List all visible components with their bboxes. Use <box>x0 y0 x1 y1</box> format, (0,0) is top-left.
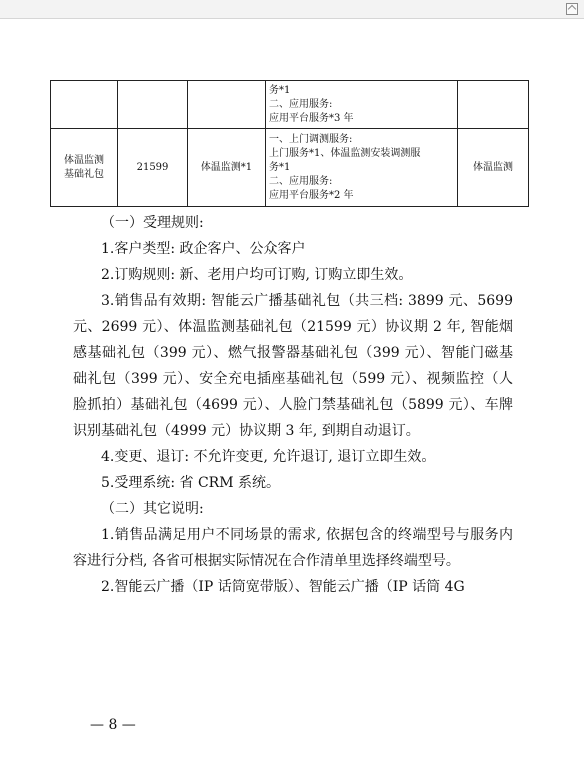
service-line: 务*1 <box>269 161 291 173</box>
product-name-line: 体温监测 <box>64 154 104 166</box>
note-broadcast: 2.智能云广播（IP 话筒宽带版）、智能云广播（IP 话筒 4G <box>101 579 465 595</box>
table-cell-terminal <box>188 81 266 129</box>
section-heading-notes: （二）其它说明: <box>101 501 204 517</box>
rule-system: 5.受理系统: 省 CRM 系统。 <box>101 475 281 491</box>
product-table <box>50 80 529 207</box>
rule-subscription: 2.订购规则: 新、老用户均可订购, 订购立即生效。 <box>101 267 413 283</box>
product-name-line: 基础礼包 <box>64 168 104 180</box>
rule-customer-type: 1.客户类型: 政企客户、公众客户 <box>101 241 306 257</box>
service-line: 二、应用服务: <box>269 175 333 187</box>
table-cell-services <box>266 129 458 207</box>
service-line: 应用平台服务*2 年 <box>269 189 354 201</box>
table-row <box>51 129 529 207</box>
table-cell-category <box>458 81 529 129</box>
document-body <box>73 210 513 600</box>
service-line: 上门服务*1、体温监测安装调测服 <box>269 147 421 159</box>
table-cell-price <box>118 81 188 129</box>
section-heading-rules: （一）受理规则: <box>101 215 204 231</box>
service-line: 二、应用服务: <box>269 98 333 110</box>
table-cell-name <box>51 129 118 207</box>
table-cell-name <box>51 81 118 129</box>
service-line: 务*1 <box>269 84 291 96</box>
expand-icon[interactable] <box>566 3 578 15</box>
service-line: 应用平台服务*3 年 <box>269 112 354 124</box>
page-number: — 8 — <box>90 717 136 733</box>
table-row <box>51 81 529 129</box>
table-cell-services <box>266 81 458 129</box>
table-cell-category: 体温监测 <box>458 129 529 207</box>
viewer-toolbar <box>0 0 584 19</box>
service-line: 一、上门调测服务: <box>269 133 353 145</box>
table-cell-terminal: 体温监测*1 <box>188 129 266 207</box>
rule-validity: 3.销售品有效期: 智能云广播基础礼包（共三档: 3899 元、5699 元、2699 元）、体温监测基础礼包（21599 元）协议期 2 年, 智能烟感基础礼包（399 元）、燃气报警器基础礼包（399 元）、智能门磁基础礼包（399 元）、安全充电插座基础礼包（599 元）、视频监控（人脸抓拍）基础礼包（4699 元）、人脸门禁基础礼包（5899 元）、车牌识别基础礼包（4999 元）协议期 3 年, 到期自动退订。 <box>73 293 513 439</box>
rule-change-unsubscribe: 4.变更、退订: 不允许变更, 允许退订, 退订立即生效。 <box>101 449 436 465</box>
table-cell-price: 21599 <box>118 129 188 207</box>
note-tiers: 1.销售品满足用户不同场景的需求, 依据包含的终端型号与服务内容进行分档, 各省可根据实际情况在合作清单里选择终端型号。 <box>73 527 513 569</box>
